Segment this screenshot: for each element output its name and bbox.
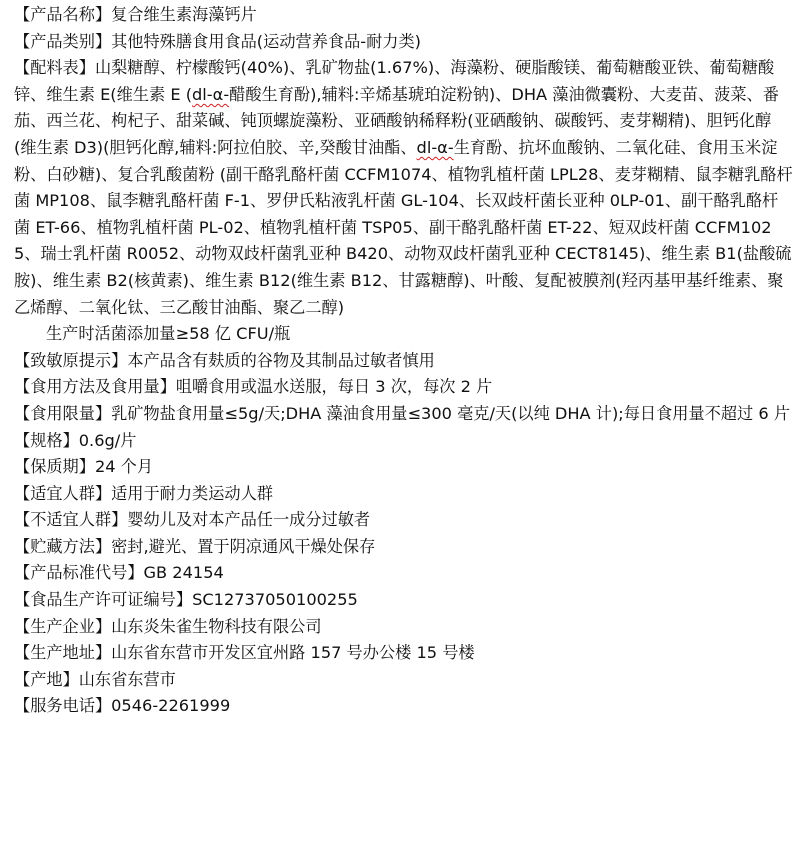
entry-manufacturer — [14, 614, 794, 641]
entry-ingredients — [14, 55, 794, 321]
entry-usage — [14, 374, 794, 401]
entry-intake-limit — [14, 401, 794, 428]
label-unsuitable-people: 【 不适宜人群 】 — [14, 510, 127, 529]
entry-allergen — [14, 348, 794, 375]
label-origin: 【 产地 】 — [14, 670, 79, 689]
value-service-phone: 0546-2261999 — [111, 696, 231, 716]
entry-shelf-life — [14, 454, 794, 481]
value-ingredients-tocopherol-1: dl-α- — [192, 84, 230, 104]
value-usage: 咀嚼食用或温水送服，每日 3 次，每次 2 片 — [175, 377, 493, 397]
value-storage: 密封,避光、置于阴凉通风干燥处保存 — [111, 536, 376, 556]
entry-standard-code — [14, 560, 794, 587]
value-ingredients-tocopherol-2: dl-α- — [416, 137, 454, 157]
label-usage: 【 食用方法及食用量 】 — [14, 377, 176, 396]
label-license-number: 【 食品生产许可证编号 】 — [14, 590, 192, 609]
label-manufacturer: 【 生产企业 】 — [14, 617, 111, 636]
entry-specification — [14, 428, 794, 455]
value-suitable-people: 适用于耐力类运动人群 — [111, 483, 273, 503]
value-unsuitable-people: 婴幼儿及对本产品任一成分过敏者 — [127, 510, 371, 530]
label-product-name: 【 产品名称 】 — [14, 5, 111, 24]
value-specification: 0.6g/片 — [78, 430, 137, 450]
label-standard-code: 【 产品标准代号 】 — [14, 563, 144, 582]
value-manufacturer: 山东炎朱雀生物科技有限公司 — [111, 616, 322, 636]
value-standard-code: GB 24154 — [143, 563, 224, 583]
value-ingredients-part-1: 山梨糖醇、柠檬酸钙(40%)、乳矿物盐(1.67%)、海藻粉、硬脂酸镁、葡萄糖酸亚铁、葡萄糖酸锌、维生素 E(维生素 E ( — [14, 58, 775, 104]
label-intake-limit: 【 食用限量 】 — [14, 404, 111, 423]
product-info-document — [14, 2, 794, 720]
value-origin: 山东省东营市 — [78, 669, 176, 689]
value-product-name: 复合维生素海藻钙片 — [111, 5, 257, 24]
value-address: 山东省东营市开发区宜州路 157 号办公楼 15 号楼 — [111, 643, 475, 663]
label-product-category: 【 产品类别 】 — [14, 32, 111, 51]
label-storage: 【 贮藏方法 】 — [14, 537, 111, 556]
value-allergen: 本产品含有麸质的谷物及其制品过敏者慎用 — [127, 350, 435, 370]
value-license-number: SC12737050100255 — [192, 590, 358, 610]
label-service-phone: 【 服务电话 】 — [14, 696, 111, 715]
entry-address — [14, 640, 794, 667]
label-address: 【 生产地址 】 — [14, 643, 111, 662]
label-allergen: 【 致敏原提示 】 — [14, 351, 127, 370]
value-shelf-life: 24 个月 — [94, 457, 154, 477]
value-product-category: 其他特殊膳食用食品(运动营养食品-耐力类) — [111, 31, 421, 51]
entry-product-category — [14, 29, 794, 56]
entry-storage — [14, 534, 794, 561]
label-specification: 【 规格 】 — [14, 431, 79, 450]
entry-origin — [14, 667, 794, 694]
label-ingredients: 【 配料表 】 — [14, 58, 95, 77]
live-bacteria-note: 生产时活菌添加量≥58 亿 CFU/瓶 — [46, 324, 291, 344]
value-ingredients-part-2: 醋酸生育酚),辅料:辛烯基琥珀淀粉钠)、DHA 藻油微囊粉、大麦苗、菠菜、番茄、西兰花、枸杞子、甜菜碱、钝顶螺旋藻粉、亚硒酸钠稀释粉(亚硒酸钠、碳酸钙、麦芽糊精)、胆钙化醇 (维生素 D3)(胆钙化醇,辅料:阿拉伯胶、辛,癸酸甘油酯、 — [14, 84, 779, 157]
entry-suitable-people — [14, 481, 794, 508]
value-ingredients-part-3: 生育酚、抗坏血酸钠、二氧化硅、食用玉米淀粉、白砂糖)、复合乳酸菌粉 (副干酪乳酪杆菌 CCFM1074、植物乳植杆菌 LPL28、麦芽糊精、鼠李糖乳酪杆菌 MP108、鼠李糖乳酪杆菌 F-1、罗伊氏粘液乳杆菌 GL-104、长双歧杆菌长亚种 0LP-01、副干酪乳酪杆菌 ET-66、植物乳植杆菌 PL-02、植物乳植杆菌 TSP05、副干酪乳酪杆菌 ET-22、短双歧杆菌 CCFM1025、瑞士乳杆菌 R0052、动物双歧杆菌乳亚种 B420、动物双歧杆菌乳亚种 CECT8145)、维生素 B1(盐酸硫胺)、维生素 B2(核黄素)、维生素 B12(维生素 B12、甘露糖醇)、叶酸、复配被膜剂(羟丙基甲基纤维素、聚乙烯醇、二氧化钛、三乙酸甘油酯、聚乙二醇) — [14, 137, 793, 317]
entry-service-phone — [14, 693, 794, 720]
label-suitable-people: 【 适宜人群 】 — [14, 484, 111, 503]
entry-license-number — [14, 587, 794, 614]
entry-unsuitable-people — [14, 507, 794, 534]
label-shelf-life: 【 保质期 】 — [14, 457, 95, 476]
value-intake-limit: 乳矿物盐食用量≤5g/天;DHA 藻油食用量≤300 毫克/天(以纯 DHA 计);每日食用量不超过 6 片 — [111, 403, 791, 423]
entry-product-name — [14, 2, 794, 29]
